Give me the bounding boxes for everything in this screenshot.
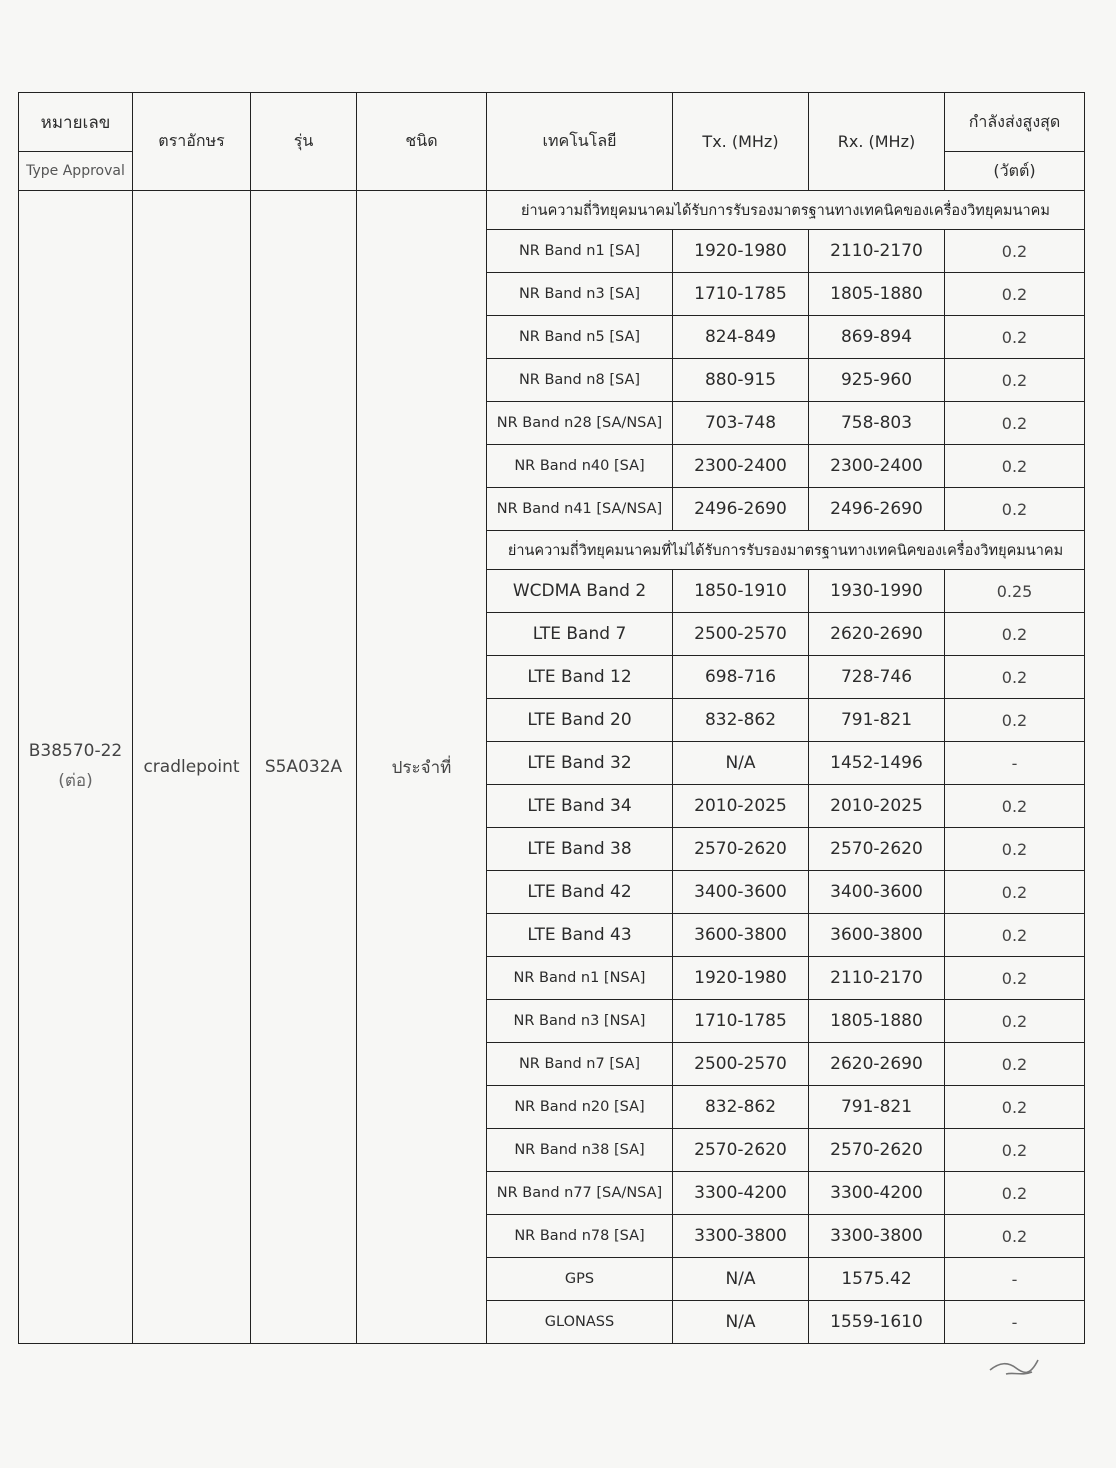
tx-cell: 832-862: [673, 1086, 809, 1129]
tx-cell: 2500-2570: [673, 613, 809, 656]
tx-cell: 2300-2400: [673, 445, 809, 488]
technology-cell: NR Band n78 [SA]: [487, 1215, 673, 1258]
power-cell: 0.2: [945, 914, 1085, 957]
power-cell: 0.2: [945, 957, 1085, 1000]
power-cell: 0.2: [945, 613, 1085, 656]
approval-no-cell: [19, 191, 133, 1344]
tx-cell: 824-849: [673, 316, 809, 359]
technology-cell: NR Band n3 [SA]: [487, 273, 673, 316]
tx-cell: 1850-1910: [673, 570, 809, 613]
rx-cell: 791-821: [809, 699, 945, 742]
tx-cell: N/A: [673, 1258, 809, 1301]
tx-cell: 3400-3600: [673, 871, 809, 914]
power-cell: 0.2: [945, 1086, 1085, 1129]
rx-cell: 1930-1990: [809, 570, 945, 613]
power-cell: 0.2: [945, 402, 1085, 445]
power-cell: 0.2: [945, 828, 1085, 871]
power-cell: 0.2: [945, 359, 1085, 402]
power-cell: 0.2: [945, 1215, 1085, 1258]
rx-cell: 2300-2400: [809, 445, 945, 488]
technology-cell: NR Band n20 [SA]: [487, 1086, 673, 1129]
rx-cell: 925-960: [809, 359, 945, 402]
rx-cell: 3400-3600: [809, 871, 945, 914]
tx-cell: 3300-3800: [673, 1215, 809, 1258]
rx-cell: 3600-3800: [809, 914, 945, 957]
header-model: รุ่น: [251, 93, 357, 191]
header-power-unit: (วัตต์): [945, 152, 1085, 191]
model-cell: S5A032A: [251, 191, 357, 1344]
table-body: [19, 191, 1085, 1344]
tx-cell: 1710-1785: [673, 273, 809, 316]
tx-cell: N/A: [673, 1301, 809, 1344]
technology-cell: NR Band n3 [NSA]: [487, 1000, 673, 1043]
tx-cell: 703-748: [673, 402, 809, 445]
rx-cell: 2570-2620: [809, 828, 945, 871]
type-approval-table: [18, 92, 1085, 1344]
rx-cell: 791-821: [809, 1086, 945, 1129]
header-rx: Rx. (MHz): [809, 93, 945, 191]
technology-cell: LTE Band 34: [487, 785, 673, 828]
technology-cell: GPS: [487, 1258, 673, 1301]
tx-cell: 832-862: [673, 699, 809, 742]
power-cell: -: [945, 742, 1085, 785]
power-cell: 0.2: [945, 488, 1085, 531]
technology-cell: GLONASS: [487, 1301, 673, 1344]
rx-cell: 1805-1880: [809, 273, 945, 316]
power-cell: 0.2: [945, 230, 1085, 273]
technology-cell: NR Band n38 [SA]: [487, 1129, 673, 1172]
tx-cell: 880-915: [673, 359, 809, 402]
rx-cell: 869-894: [809, 316, 945, 359]
rx-cell: 2110-2170: [809, 230, 945, 273]
header-tx: Tx. (MHz): [673, 93, 809, 191]
technology-cell: LTE Band 32: [487, 742, 673, 785]
technology-cell: LTE Band 7: [487, 613, 673, 656]
rx-cell: 2010-2025: [809, 785, 945, 828]
power-cell: 0.2: [945, 785, 1085, 828]
document-sheet: [18, 92, 1104, 1404]
rx-cell: 2110-2170: [809, 957, 945, 1000]
header-approval-no-sub: Type Approval: [19, 152, 133, 191]
header-type: ชนิด: [357, 93, 487, 191]
approval-number-note: (ต่อ): [58, 770, 93, 791]
power-cell: 0.2: [945, 445, 1085, 488]
power-cell: 0.2: [945, 1129, 1085, 1172]
technology-cell: NR Band n77 [SA/NSA]: [487, 1172, 673, 1215]
approval-number: B38570-22: [28, 740, 123, 761]
tx-cell: N/A: [673, 742, 809, 785]
tx-cell: 2010-2025: [673, 785, 809, 828]
tx-cell: 2570-2620: [673, 1129, 809, 1172]
technology-cell: NR Band n8 [SA]: [487, 359, 673, 402]
tx-cell: 3600-3800: [673, 914, 809, 957]
technology-cell: LTE Band 20: [487, 699, 673, 742]
power-cell: 0.2: [945, 656, 1085, 699]
power-cell: -: [945, 1258, 1085, 1301]
tx-cell: 698-716: [673, 656, 809, 699]
header-brand: ตราอักษร: [133, 93, 251, 191]
rx-cell: 2620-2690: [809, 1043, 945, 1086]
technology-cell: NR Band n1 [SA]: [487, 230, 673, 273]
rx-cell: 3300-3800: [809, 1215, 945, 1258]
technology-cell: NR Band n41 [SA/NSA]: [487, 488, 673, 531]
rx-cell: 1452-1496: [809, 742, 945, 785]
rx-cell: 758-803: [809, 402, 945, 445]
power-cell: 0.2: [945, 1000, 1085, 1043]
tx-cell: 1710-1785: [673, 1000, 809, 1043]
rx-cell: 1805-1880: [809, 1000, 945, 1043]
tx-cell: 2496-2690: [673, 488, 809, 531]
power-cell: 0.25: [945, 570, 1085, 613]
rx-cell: 1559-1610: [809, 1301, 945, 1344]
rx-cell: 1575.42: [809, 1258, 945, 1301]
rx-cell: 2496-2690: [809, 488, 945, 531]
power-cell: 0.2: [945, 871, 1085, 914]
technology-cell: LTE Band 38: [487, 828, 673, 871]
tx-cell: 1920-1980: [673, 230, 809, 273]
technology-cell: NR Band n40 [SA]: [487, 445, 673, 488]
rx-cell: 2620-2690: [809, 613, 945, 656]
technology-cell: NR Band n5 [SA]: [487, 316, 673, 359]
header-approval-no: หมายเลข: [19, 93, 133, 152]
header-power: กำลังส่งสูงสุด: [945, 93, 1085, 152]
power-cell: 0.2: [945, 1043, 1085, 1086]
section-header-row: [19, 191, 1085, 230]
brand-cell: cradlepoint: [133, 191, 251, 1344]
tx-cell: 2500-2570: [673, 1043, 809, 1086]
power-cell: 0.2: [945, 699, 1085, 742]
technology-cell: NR Band n1 [NSA]: [487, 957, 673, 1000]
technology-cell: LTE Band 43: [487, 914, 673, 957]
power-cell: 0.2: [945, 1172, 1085, 1215]
power-cell: -: [945, 1301, 1085, 1344]
tx-cell: 1920-1980: [673, 957, 809, 1000]
technology-cell: NR Band n28 [SA/NSA]: [487, 402, 673, 445]
rx-cell: 728-746: [809, 656, 945, 699]
rx-cell: 3300-4200: [809, 1172, 945, 1215]
type-cell: ประจำที่: [357, 191, 487, 1344]
technology-cell: LTE Band 42: [487, 871, 673, 914]
technology-cell: LTE Band 12: [487, 656, 673, 699]
technology-cell: WCDMA Band 2: [487, 570, 673, 613]
tx-cell: 3300-4200: [673, 1172, 809, 1215]
power-cell: 0.2: [945, 273, 1085, 316]
section-title: ย่านความถี่วิทยุคมนาคมได้รับการรับรองมาตรฐานทางเทคนิคของเครื่องวิทยุคมนาคม: [487, 191, 1085, 230]
signature-mark: [986, 1354, 1046, 1382]
technology-cell: NR Band n7 [SA]: [487, 1043, 673, 1086]
section-title: ย่านความถี่วิทยุคมนาคมที่ไม่ได้รับการรับรองมาตรฐานทางเทคนิคของเครื่องวิทยุคมนาคม: [487, 531, 1085, 570]
tx-cell: 2570-2620: [673, 828, 809, 871]
power-cell: 0.2: [945, 316, 1085, 359]
header-technology: เทคโนโลยี: [487, 93, 673, 191]
rx-cell: 2570-2620: [809, 1129, 945, 1172]
